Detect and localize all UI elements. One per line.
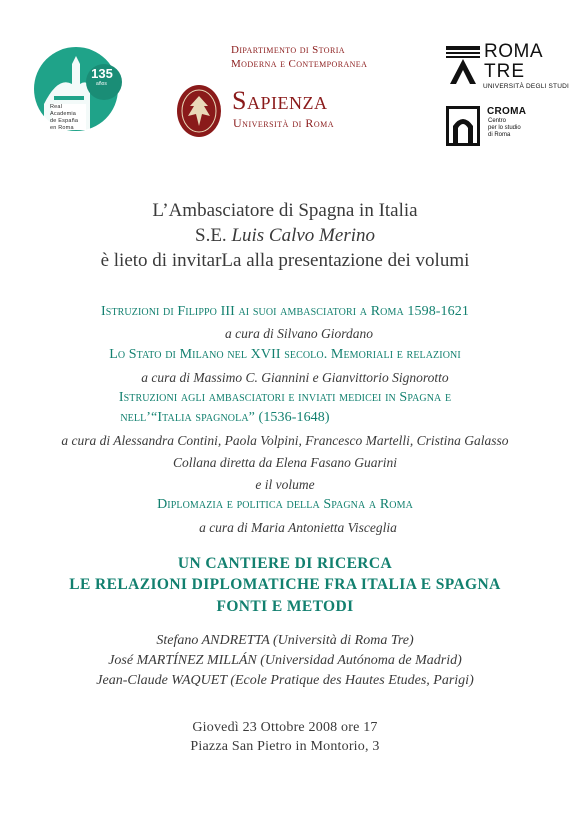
invitation-line-3: è lieto di invitarLa alla presentazione dei volumi — [100, 250, 470, 271]
department-line-1: Dipartimento di Storia — [231, 44, 345, 56]
collana: Collana diretta da Elena Fasano Guarini — [172, 455, 398, 470]
event-date: Giovedì 23 Ottobre 2008 ore 17 — [192, 720, 378, 735]
invitation-line-1: L’Ambasciatore di Spagna in Italia — [152, 200, 418, 221]
book-3-title-line-1: Istruzioni agli ambasciatori e inviati medicei in Spagna e — [118, 390, 452, 405]
academia-line: en Roma — [50, 125, 74, 131]
book-1-editor: a cura di Silvano Giordano — [225, 326, 373, 341]
croma-line: Centro — [488, 118, 507, 124]
invitation-prefix: S.E. — [195, 225, 232, 246]
book-4-editor: a cura di Maria Antonietta Visceglia — [199, 520, 397, 535]
department-name — [231, 43, 367, 71]
invitation-line-2 — [0, 225, 570, 247]
academia-anniversary-label: años — [96, 81, 107, 87]
academia-line: de España — [50, 118, 79, 124]
croma-logo-icon — [446, 106, 480, 146]
academia-line: Academia — [50, 111, 77, 117]
book-2-title: Lo Stato di Milano nel XVII secolo. Memoriali e relazioni — [109, 347, 461, 362]
book-3-editor: a cura di Alessandra Contini, Paola Volpini, Francesco Martelli, Cristina Galasso — [61, 433, 509, 448]
academia-anniversary-number: 135 — [91, 66, 113, 81]
book-3-title-line-2: nell’“Italia spagnola” (1536-1648) — [120, 410, 330, 425]
academia-logo — [34, 44, 128, 134]
croma-line: per lo studio — [488, 125, 521, 131]
roma-tre-university: UNIVERSITÀ DEGLI STUDI — [483, 83, 570, 90]
and-volume: e il volume — [255, 477, 315, 492]
event-title-line-3: FONTI E METODI — [216, 598, 354, 615]
event-place: Piazza San Pietro in Montorio, 3 — [190, 739, 380, 754]
speaker-3: Jean-Claude WAQUET (Ecole Pratique des Hautes Etudes, Parigi) — [96, 673, 474, 688]
speaker-2: José MARTÍNEZ MILLÁN (Universidad Autónoma de Madrid) — [108, 653, 462, 668]
event-title-line-1: UN CANTIERE DI RICERCA — [177, 555, 393, 572]
event-title-line-2: LE RELAZIONI DIPLOMATICHE FRA ITALIA E SPAGNA — [69, 576, 501, 593]
roma-tre-logo-icon — [446, 46, 480, 84]
department-line-2: Moderna e Contemporanea — [231, 58, 368, 70]
croma-line: di Roma — [488, 132, 511, 138]
sapienza-subtitle: Università di Roma — [233, 116, 334, 130]
academia-line: Real — [50, 104, 63, 110]
sapienza-seal-icon — [176, 84, 222, 138]
book-2-editor: a cura di Massimo C. Giannini e Gianvittorio Signorotto — [141, 370, 449, 385]
sapienza-name: Sapienza — [232, 86, 328, 115]
croma-title: CROMA — [487, 106, 527, 117]
ambassador-name: Luis Calvo Merino — [231, 225, 375, 246]
roma-tre-roma: ROMA — [484, 41, 543, 62]
academia-name — [50, 104, 78, 132]
speaker-1: Stefano ANDRETTA (Università di Roma Tre) — [156, 633, 414, 648]
book-4-title: Diplomazia e politica della Spagna a Roma — [157, 497, 413, 512]
book-1-title: Istruzioni di Filippo III ai suoi ambasciatori a Roma 1598-1621 — [101, 304, 469, 319]
roma-tre-tre: TRE — [484, 61, 525, 82]
croma-subtitle — [488, 118, 521, 139]
